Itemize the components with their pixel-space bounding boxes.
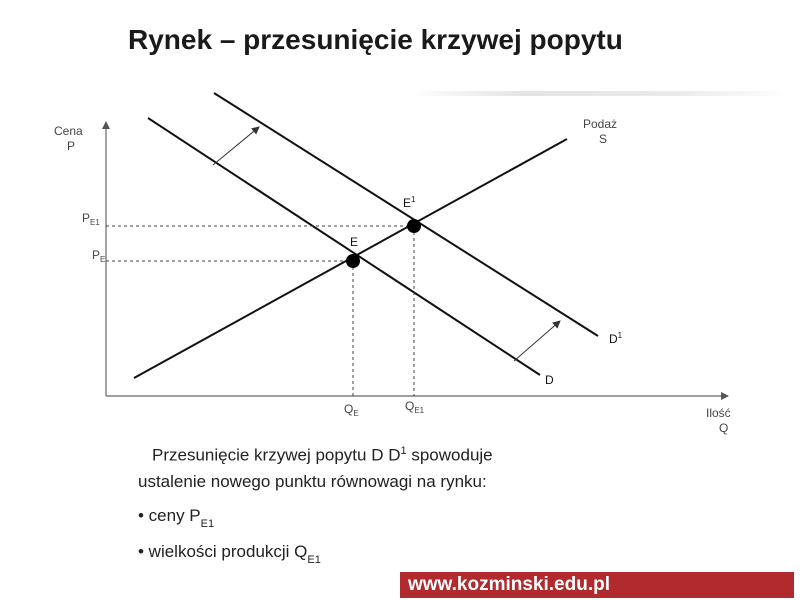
shift-arrow-lower [514,321,560,361]
bullet-quantity: • wielkości produkcji $Q_{E1}$ [138,541,321,566]
price-label-pe: $P_E$ [92,248,106,264]
footer-url-banner[interactable]: www.kozminski.edu.pl [400,572,794,598]
quantity-label-qe1: $Q_{E1}$ [405,399,425,415]
supply-label-line2: S [599,132,608,146]
demand-label-d: D [545,373,554,387]
bullet-price: • ceny $P_{E1}$ [138,505,215,530]
page-title: Rynek – przesunięcie krzywej popytu [128,24,623,55]
price-label-pe1: $P_{E1}$ [82,211,100,227]
shift-arrow-upper [213,127,259,165]
demand-label-d1: $D^1$ [609,331,623,346]
y-axis-label-line1: Cena [54,124,83,138]
equilibrium-point-e [346,254,360,268]
x-axis-label-line2: Q [719,421,729,435]
description-block [138,438,608,567]
quantity-label-qe: $Q_E$ [344,402,359,418]
description-line1: Przesunięcie krzywej popytu D $D^1$ spowoduje [152,445,493,465]
eq-label-e: E [350,235,359,249]
x-axis-label-line1: Ilość [706,406,731,420]
equilibrium-point-e1 [407,219,421,233]
demand-curve-d1 [214,93,598,336]
y-axis-label-line2: P [67,139,76,153]
supply-label-line1: Podaż [583,117,618,131]
eq-label-e1: $E^1$ [403,195,416,210]
description-line2: ustalenie nowego punktu równowagi na rynku: [138,471,487,491]
demand-curve-d [148,118,540,375]
